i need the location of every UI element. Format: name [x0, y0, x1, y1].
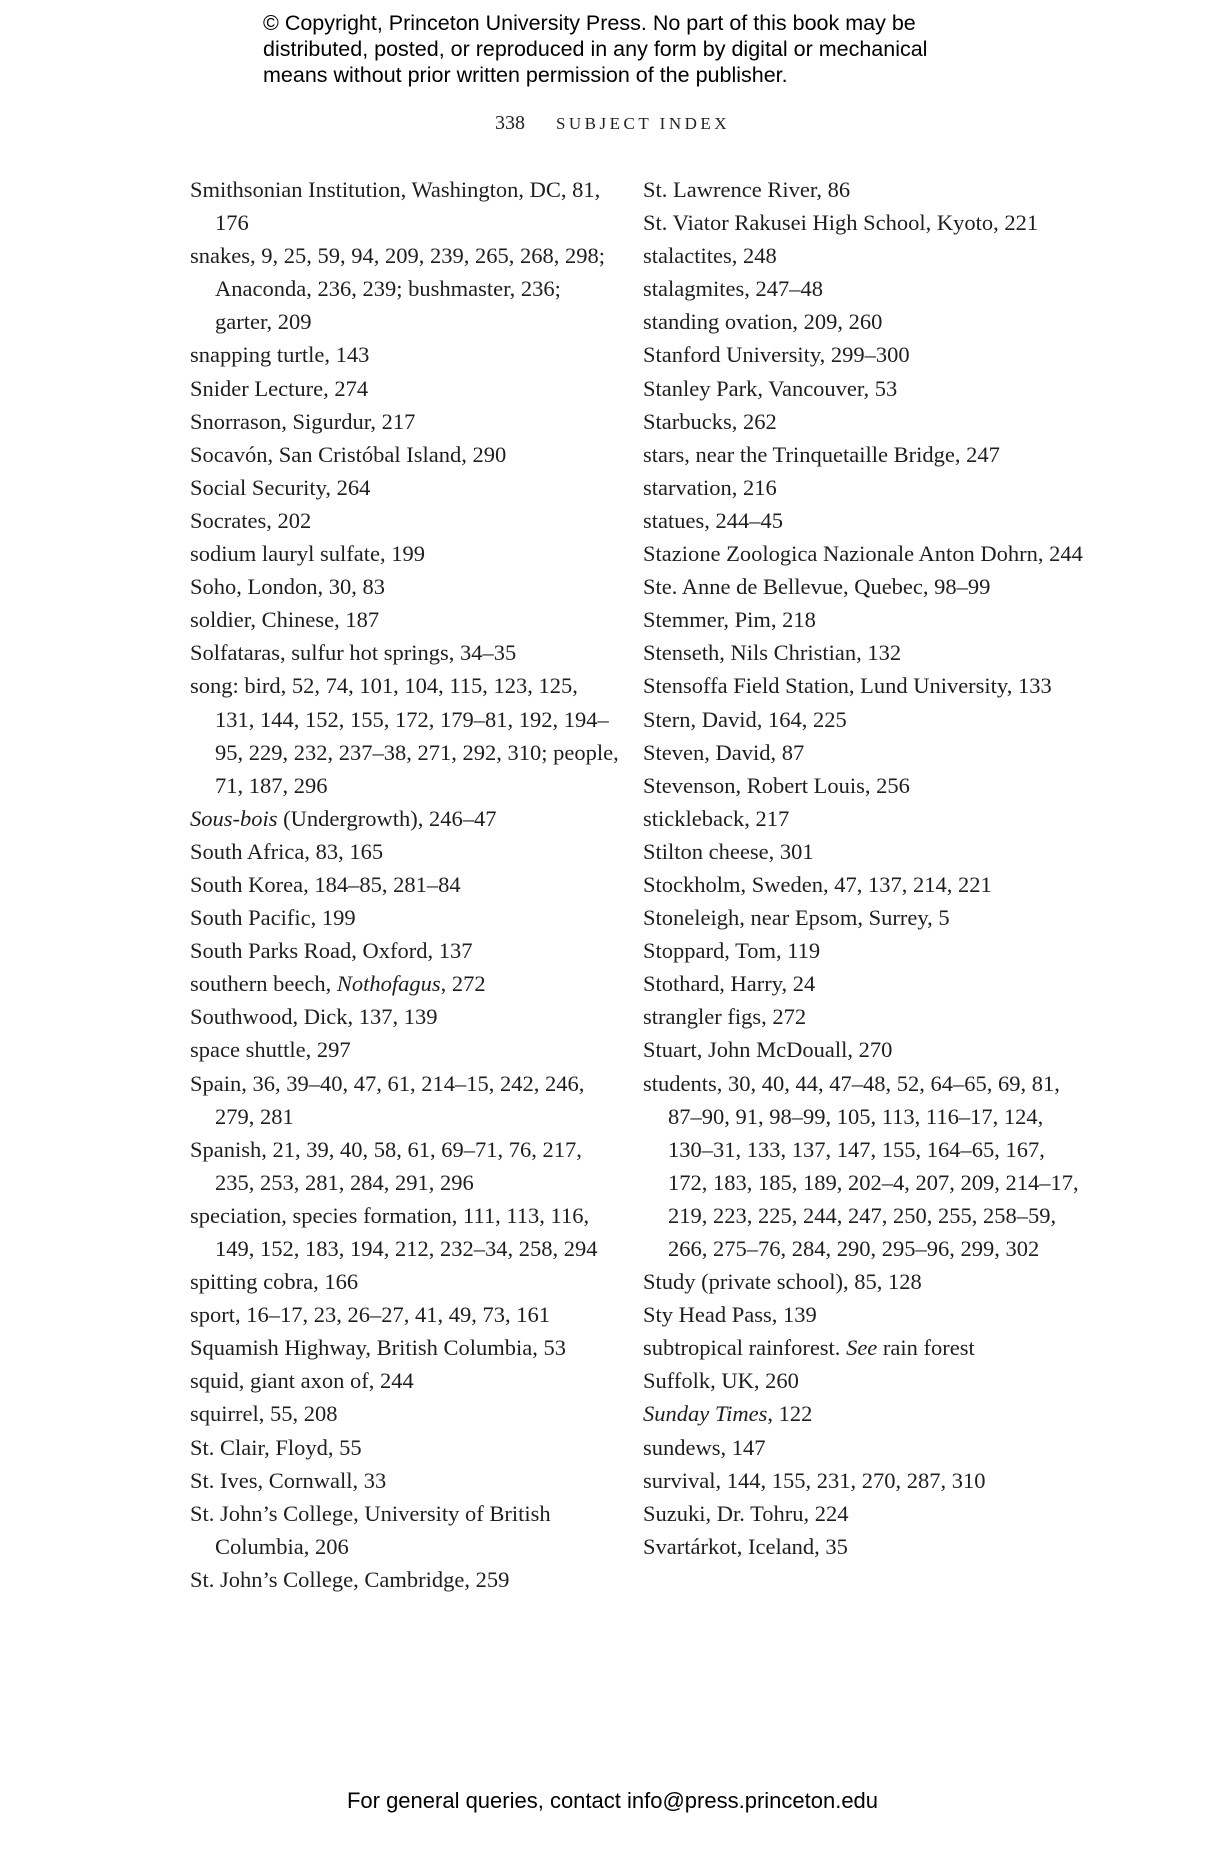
copyright-line: distributed, posted, or reproduced in any form by digital or mechanical — [263, 37, 928, 61]
index-entry-text: subtropical rainforest. — [643, 1335, 847, 1361]
index-entry-text: Spanish, 21, 39, 40, 58, 61, 69–71, 76, 217, 235, 253, 281, 284, 291, 296 — [190, 1136, 582, 1195]
index-entry-text: Stoppard, Tom, 119 — [643, 938, 821, 964]
index-entry-italic-text: Nothofagus — [336, 971, 441, 997]
index-entry-text: Study (private school), 85, 128 — [643, 1269, 922, 1295]
index-entry — [643, 1000, 1083, 1033]
index-entry-text: , 272 — [440, 971, 486, 997]
index-entry-italic-text: See — [846, 1335, 878, 1361]
index-entry — [190, 1563, 620, 1596]
index-entry-text: Stensoffa Field Station, Lund University, 133 — [643, 673, 1052, 699]
index-entry-text: Starbucks, 262 — [643, 408, 777, 434]
index-entry-text: Steven, David, 87 — [643, 739, 805, 765]
index-entry — [190, 868, 620, 901]
index-entry-text: Stoneleigh, near Epsom, Surrey, 5 — [643, 905, 950, 931]
index-entry — [190, 1000, 620, 1033]
index-entry-text: Stemmer, Pim, 218 — [643, 607, 816, 633]
copyright-line: © Copyright, Princeton University Press. No part of this book may be — [263, 11, 916, 35]
index-entry — [190, 405, 620, 438]
index-column-left — [190, 173, 620, 1596]
index-entry-text: squid, giant axon of, 244 — [190, 1368, 414, 1394]
index-entry — [643, 802, 1083, 835]
index-entry — [643, 438, 1083, 471]
index-entry-text: St. Clair, Floyd, 55 — [190, 1434, 362, 1460]
index-entry — [190, 338, 620, 371]
index-entry-text: survival, 144, 155, 231, 270, 287, 310 — [643, 1467, 986, 1493]
index-entry — [643, 1464, 1083, 1497]
index-entry-text: Stuart, John McDouall, 270 — [643, 1037, 893, 1063]
index-entry-text: South Korea, 184–85, 281–84 — [190, 871, 461, 897]
copyright-notice — [263, 10, 1023, 88]
index-entry-text: Stazione Zoologica Nazionale Anton Dohrn, 244 — [643, 541, 1083, 567]
index-entry — [643, 769, 1083, 802]
index-entry — [643, 537, 1083, 570]
index-entry — [643, 1033, 1083, 1066]
index-entry-text: , 122 — [767, 1401, 813, 1427]
index-entry — [643, 206, 1083, 239]
index-entry — [190, 835, 620, 868]
index-entry — [190, 603, 620, 636]
index-entry-text: (Undergrowth), 246–47 — [277, 805, 497, 831]
index-entry-text: Squamish Highway, British Columbia, 53 — [190, 1335, 567, 1361]
index-entry — [190, 537, 620, 570]
index-entry-text: Suzuki, Dr. Tohru, 224 — [643, 1500, 849, 1526]
index-entry-text: Stevenson, Robert Louis, 256 — [643, 772, 910, 798]
index-entry — [190, 570, 620, 603]
index-entry-text: Stern, David, 164, 225 — [643, 706, 847, 732]
index-entry-text: St. John’s College, University of British Columbia, 206 — [190, 1500, 551, 1559]
index-entry-text: sport, 16–17, 23, 26–27, 41, 49, 73, 161 — [190, 1302, 550, 1328]
index-entry — [643, 305, 1083, 338]
index-entry-text: speciation, species formation, 111, 113, 116, 149, 152, 183, 194, 212, 232–34, 258, 294 — [190, 1202, 598, 1261]
index-entry-text: spitting cobra, 166 — [190, 1269, 359, 1295]
index-entry — [643, 603, 1083, 636]
index-entry-text: snakes, 9, 25, 59, 94, 209, 239, 265, 268, 298; Anaconda, 236, 239; bushmaster, 236; garter, 209 — [190, 243, 605, 335]
index-entry — [643, 239, 1083, 272]
index-entry — [190, 1397, 620, 1430]
index-entry — [190, 1067, 620, 1133]
index-entry — [190, 239, 620, 338]
index-entry-text: Soho, London, 30, 83 — [190, 574, 386, 600]
index-entry — [190, 1199, 620, 1265]
index-entry — [643, 1497, 1083, 1530]
index-entry — [643, 901, 1083, 934]
index-entry — [190, 1033, 620, 1066]
index-entry-text: Solfataras, sulfur hot springs, 34–35 — [190, 640, 517, 666]
index-entry-text: squirrel, 55, 208 — [190, 1401, 338, 1427]
index-entry — [643, 372, 1083, 405]
index-entry — [643, 1331, 1083, 1364]
index-entry — [190, 1497, 620, 1563]
index-entry-text: statues, 244–45 — [643, 507, 783, 533]
index-entry — [643, 1364, 1083, 1397]
index-entry-text: Snorrason, Sigurdur, 217 — [190, 408, 416, 434]
index-entry-text: Stilton cheese, 301 — [643, 838, 814, 864]
index-entry — [643, 934, 1083, 967]
index-entry — [643, 1265, 1083, 1298]
index-entry — [643, 1431, 1083, 1464]
index-entry — [643, 338, 1083, 371]
index-entry — [643, 967, 1083, 1000]
index-entry-italic-text: Sunday Times — [643, 1401, 768, 1427]
index-entry — [643, 471, 1083, 504]
index-entry — [643, 173, 1083, 206]
index-entry — [190, 901, 620, 934]
index-entry — [643, 636, 1083, 669]
index-entry-text: southern beech, — [190, 971, 337, 997]
footer-contact: For general queries, contact info@press.princeton.edu — [346, 1788, 879, 1813]
index-entry-text: Stothard, Harry, 24 — [643, 971, 816, 997]
index-entry-text: Stanford University, 299–300 — [643, 342, 910, 368]
index-column-right — [643, 173, 1083, 1563]
index-entry-text: Spain, 36, 39–40, 47, 61, 214–15, 242, 246, 279, 281 — [190, 1070, 585, 1129]
page-title: SUBJECT INDEX — [555, 114, 731, 133]
copyright-line: means without prior written permission of the publisher. — [263, 63, 788, 87]
index-entry-text: South Pacific, 199 — [190, 905, 356, 931]
index-entry-text: standing ovation, 209, 260 — [643, 309, 883, 335]
index-entry — [643, 405, 1083, 438]
index-entry — [643, 703, 1083, 736]
index-entry — [643, 1530, 1083, 1563]
index-entry — [190, 1265, 620, 1298]
index-entry — [643, 736, 1083, 769]
index-entry-text: Socavón, San Cristóbal Island, 290 — [190, 441, 507, 467]
index-entry-text: sodium lauryl sulfate, 199 — [190, 541, 425, 567]
index-entry — [190, 504, 620, 537]
index-entry — [190, 438, 620, 471]
index-entry — [643, 504, 1083, 537]
index-entry — [190, 1464, 620, 1497]
index-entry — [190, 1133, 620, 1199]
index-entry-text: stalactites, 248 — [643, 243, 777, 269]
index-entry — [190, 669, 620, 801]
index-entry — [190, 1364, 620, 1397]
index-entry — [643, 272, 1083, 305]
index-entry-text: Suffolk, UK, 260 — [643, 1368, 799, 1394]
index-entry-text: Stockholm, Sweden, 47, 137, 214, 221 — [643, 871, 992, 897]
index-entry-text: St. Viator Rakusei High School, Kyoto, 221 — [643, 210, 1039, 236]
index-entry-text: Southwood, Dick, 137, 139 — [190, 1004, 438, 1030]
index-entry-text: sundews, 147 — [643, 1434, 766, 1460]
index-entry-text: Stanley Park, Vancouver, 53 — [643, 375, 898, 401]
index-entry-text: Smithsonian Institution, Washington, DC, 81, 176 — [190, 177, 601, 236]
index-entry — [190, 636, 620, 669]
index-entry — [190, 934, 620, 967]
index-entry — [190, 1298, 620, 1331]
index-entry-text: song: bird, 52, 74, 101, 104, 115, 123, 125, 131, 144, 152, 155, 172, 179–81, 192, 194–95, 229, 232, 237–38, 271, 292, 310; people, 71, 187, 296 — [190, 673, 619, 798]
index-entry — [643, 868, 1083, 901]
index-entry — [643, 669, 1083, 702]
index-entry-text: stickleback, 217 — [643, 805, 790, 831]
index-entry-text: stalagmites, 247–48 — [643, 276, 823, 302]
index-entry — [190, 372, 620, 405]
index-entry-text: Ste. Anne de Bellevue, Quebec, 98–99 — [643, 574, 991, 600]
index-entry — [643, 835, 1083, 868]
index-entry-text: rain forest — [877, 1335, 975, 1361]
index-entry — [190, 471, 620, 504]
index-entry-text: South Africa, 83, 165 — [190, 838, 384, 864]
index-entry — [643, 570, 1083, 603]
index-entry-text: St. Ives, Cornwall, 33 — [190, 1467, 387, 1493]
index-entry — [643, 1067, 1083, 1266]
index-entry-text: St. John’s College, Cambridge, 259 — [190, 1566, 510, 1592]
index-entry-text: space shuttle, 297 — [190, 1037, 351, 1063]
index-entry-text: soldier, Chinese, 187 — [190, 607, 380, 633]
index-entry — [190, 802, 620, 835]
index-entry-text: Social Security, 264 — [190, 474, 371, 500]
index-entry-text: Socrates, 202 — [190, 507, 312, 533]
index-entry-text: St. Lawrence River, 86 — [643, 177, 851, 202]
page-number: 338 — [494, 112, 525, 134]
index-entry-text: South Parks Road, Oxford, 137 — [190, 938, 473, 964]
index-entry — [190, 1331, 620, 1364]
index-entry-text: Svartárkot, Iceland, 35 — [643, 1533, 848, 1559]
index-entry-italic-text: Sous-bois — [190, 805, 278, 831]
index-entry — [643, 1298, 1083, 1331]
index-entry — [190, 1431, 620, 1464]
index-entry-text: Sty Head Pass, 139 — [643, 1302, 817, 1328]
index-entry-text: stars, near the Trinquetaille Bridge, 247 — [643, 441, 1000, 467]
index-entry-text: students, 30, 40, 44, 47–48, 52, 64–65, 69, 81, 87–90, 91, 98–99, 105, 113, 116–17, 124, 130–31, 133, 137, 147, 155, 164–65, 167, 172, 183, 185, 189, 202–4, 207, 209, 214–17, 219, 223, 225, 244, 247, 250, 255, 258–59, 266, 275–76, 284, 290, 295–96, 299, 302 — [643, 1070, 1079, 1261]
index-entry-text: Snider Lecture, 274 — [190, 375, 369, 401]
index-entry — [190, 967, 620, 1000]
index-entry — [190, 173, 620, 239]
index-entry — [643, 1397, 1083, 1430]
running-head — [0, 112, 1225, 135]
index-entry-text: starvation, 216 — [643, 474, 777, 500]
index-entry-text: Stenseth, Nils Christian, 132 — [643, 640, 902, 666]
index-entry-text: strangler figs, 272 — [643, 1004, 807, 1030]
index-entry-text: snapping turtle, 143 — [190, 342, 370, 368]
